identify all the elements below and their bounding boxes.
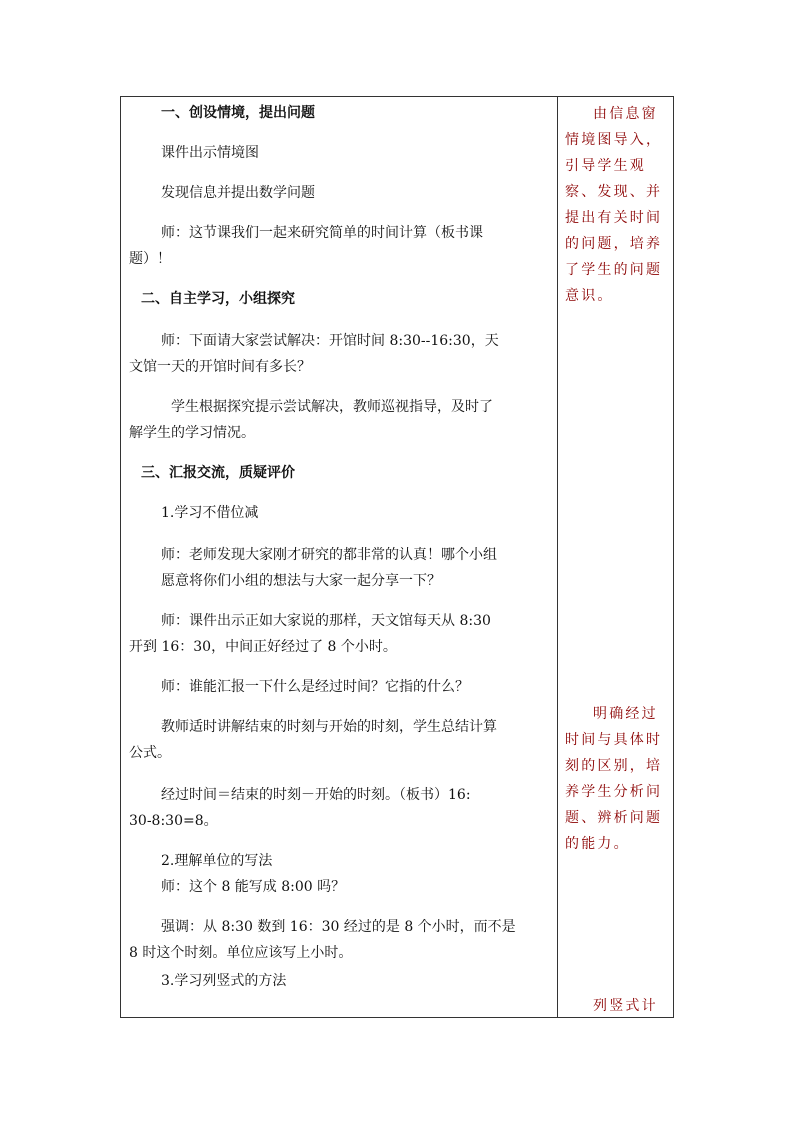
teaching-process-column bbox=[121, 97, 557, 1017]
subheading: 1.学习不借位减 bbox=[161, 505, 259, 521]
paragraph: 发现信息并提出数学问题 bbox=[161, 185, 315, 201]
section-heading-1: 一、创设情境，提出问题 bbox=[161, 105, 315, 121]
design-note: 列竖式计 bbox=[593, 998, 658, 1014]
design-intent-column bbox=[558, 97, 674, 1017]
paragraph: 师：这个 8 能写成 8:00 吗？ bbox=[161, 879, 346, 895]
paragraph-line: 开到 16：30，中间正好经过了 8 个小时。 bbox=[129, 639, 397, 655]
paragraph-line: 8 时这个时刻。单位应该写上小时。 bbox=[129, 945, 353, 961]
paragraph: 师：谁能汇报一下什么是经过时间？它指的什么？ bbox=[161, 679, 469, 695]
paragraph-line: 愿意将你们小组的想法与大家一起分享一下？ bbox=[161, 573, 441, 589]
paragraph-line: 文馆一天的开馆时间有多长？ bbox=[129, 359, 311, 375]
subheading: 2.理解单位的写法 bbox=[161, 853, 273, 869]
paragraph-line: 师：课件出示正如大家说的那样，天文馆每天从 8:30 bbox=[161, 613, 491, 629]
section-heading-2: 二、自主学习，小组探究 bbox=[141, 291, 295, 307]
formula-line: 30-8:30=8。 bbox=[129, 813, 218, 829]
paragraph-line: 师：下面请大家尝试解决：开馆时间 8:30--16:30，天 bbox=[161, 333, 499, 349]
section-heading-3: 三、汇报交流，质疑评价 bbox=[141, 465, 295, 481]
paragraph-line: 公式。 bbox=[129, 745, 171, 761]
design-note: 由信息窗情境图导入，引导学生观察、发现、并提出有关时间的问题，培养了学生的问题意识。 bbox=[565, 106, 663, 304]
paragraph-line: 教师适时讲解结束的时刻与开始的时刻，学生总结计算 bbox=[161, 719, 497, 735]
lesson-table bbox=[120, 96, 674, 1018]
paragraph-line: 师：老师发现大家刚才研究的都非常的认真！哪个小组 bbox=[161, 547, 497, 563]
paragraph-line: 强调：从 8:30 数到 16：30 经过的是 8 个小时，而不是 bbox=[161, 919, 516, 935]
paragraph: 课件出示情境图 bbox=[161, 145, 259, 161]
formula-line: 经过时间＝结束的时刻－开始的时刻。（板书）16: bbox=[161, 787, 471, 803]
paragraph-line: 学生根据探究提示尝试解决，教师巡视指导，及时了 bbox=[171, 399, 493, 415]
design-note: 明确经过时间与具体时刻的区别，培养学生分析问题、辨析问题的能力。 bbox=[565, 706, 663, 852]
paragraph-line: 题）！ bbox=[129, 251, 171, 267]
paragraph-line: 师：这节课我们一起来研究简单的时间计算（板书课 bbox=[161, 225, 483, 241]
paragraph-line: 解学生的学习情况。 bbox=[129, 425, 255, 441]
subheading: 3.学习列竖式的方法 bbox=[161, 973, 287, 989]
